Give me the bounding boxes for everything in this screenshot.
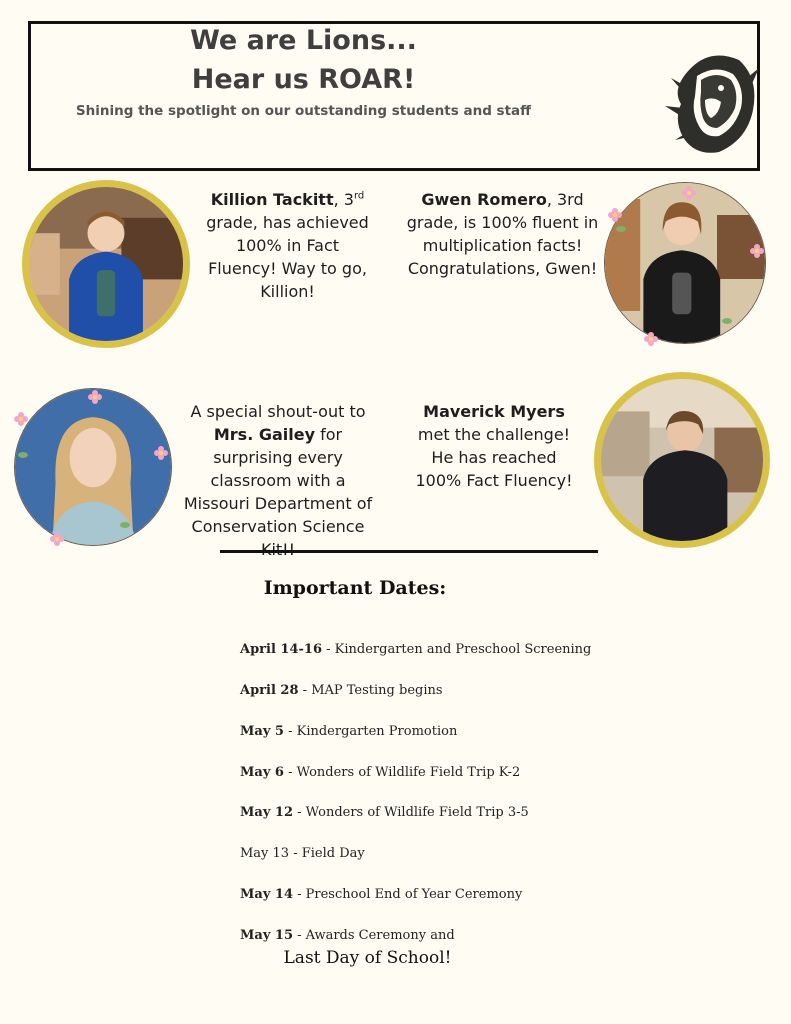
last-day-line: Last Day of School! <box>283 948 452 968</box>
date-label: May 5 <box>240 724 284 739</box>
killion-name: Killion Tackitt <box>210 190 334 209</box>
flower-icon <box>750 244 764 258</box>
date-item <box>240 928 455 943</box>
leaf-icon <box>120 522 130 528</box>
killion-sup: rd <box>353 190 365 202</box>
gwen-blurb <box>405 188 600 280</box>
date-item <box>240 846 365 861</box>
date-desc: - Wonders of Wildlife Field Trip K-2 <box>283 765 521 780</box>
date-item <box>240 683 443 698</box>
flower-icon <box>14 412 28 426</box>
date-label: April 28 <box>240 683 299 698</box>
date-desc: May 13 - Field Day <box>240 846 365 861</box>
date-desc: - Awards Ceremony and <box>292 928 455 943</box>
date-item <box>240 765 520 780</box>
important-dates-title: Important Dates: <box>263 577 447 599</box>
date-item <box>240 724 457 739</box>
maverick-name: Maverick Myers <box>423 402 565 421</box>
maverick-text: met the challenge! He has reached 100% Fact Fluency! <box>415 425 573 490</box>
gailey-text-1: A special shout-out to <box>190 402 366 421</box>
date-item <box>240 805 529 820</box>
leaf-icon <box>722 318 732 324</box>
gailey-name: Mrs. Gailey <box>213 425 316 444</box>
date-desc: - MAP Testing begins <box>298 683 443 698</box>
date-desc: - Kindergarten Promotion <box>283 724 458 739</box>
header-banner <box>28 21 760 171</box>
section-divider <box>220 550 598 553</box>
flower-icon <box>154 446 168 460</box>
student-photo-icon <box>29 187 183 341</box>
gwen-name: Gwen Romero <box>421 190 547 209</box>
date-label: May 12 <box>240 805 293 820</box>
gailey-photo <box>14 388 172 546</box>
lion-logo-icon <box>661 48 761 156</box>
date-item <box>240 887 522 902</box>
maverick-photo <box>594 372 770 548</box>
flower-icon <box>644 332 658 346</box>
leaf-icon <box>616 226 626 232</box>
leaf-icon <box>18 452 28 458</box>
date-desc: - Kindergarten and Preschool Screening <box>322 642 592 657</box>
date-label: April 14-16 <box>240 642 323 657</box>
gailey-blurb <box>182 400 374 561</box>
killion-text-2: grade, has achieved 100% in Fact Fluency! Way to go, Killion! <box>206 213 369 301</box>
date-label: May 15 <box>240 928 293 943</box>
gwen-text: , 3rd grade, is 100% fluent in multiplication facts! Congratulations, Gwen! <box>406 190 599 278</box>
gwen-photo <box>604 182 766 344</box>
flower-icon <box>88 390 102 404</box>
date-item <box>240 642 591 657</box>
student-photo-icon <box>605 183 765 343</box>
killion-blurb <box>200 188 375 303</box>
gailey-text-2: for surprising every classroom with a Missouri Department of Conservation Science <box>183 425 373 536</box>
killion-photo <box>22 180 190 348</box>
date-label: May 6 <box>240 765 284 780</box>
flower-icon <box>682 186 696 200</box>
title-line-2: Hear us ROAR! <box>191 64 416 95</box>
flower-icon <box>608 208 622 222</box>
subtitle: Shining the spotlight on our outstanding students and staff <box>75 103 532 119</box>
flower-icon <box>50 532 64 546</box>
title-line-1: We are Lions... <box>190 25 417 56</box>
date-desc: - Preschool End of Year Ceremony <box>292 887 523 902</box>
date-desc: - Wonders of Wildlife Field Trip 3-5 <box>292 805 529 820</box>
maverick-blurb <box>408 400 580 492</box>
killion-text-1: , 3 <box>333 190 354 209</box>
date-label: May 14 <box>240 887 293 902</box>
staff-photo-icon <box>15 389 171 545</box>
student-photo-icon <box>601 379 763 541</box>
